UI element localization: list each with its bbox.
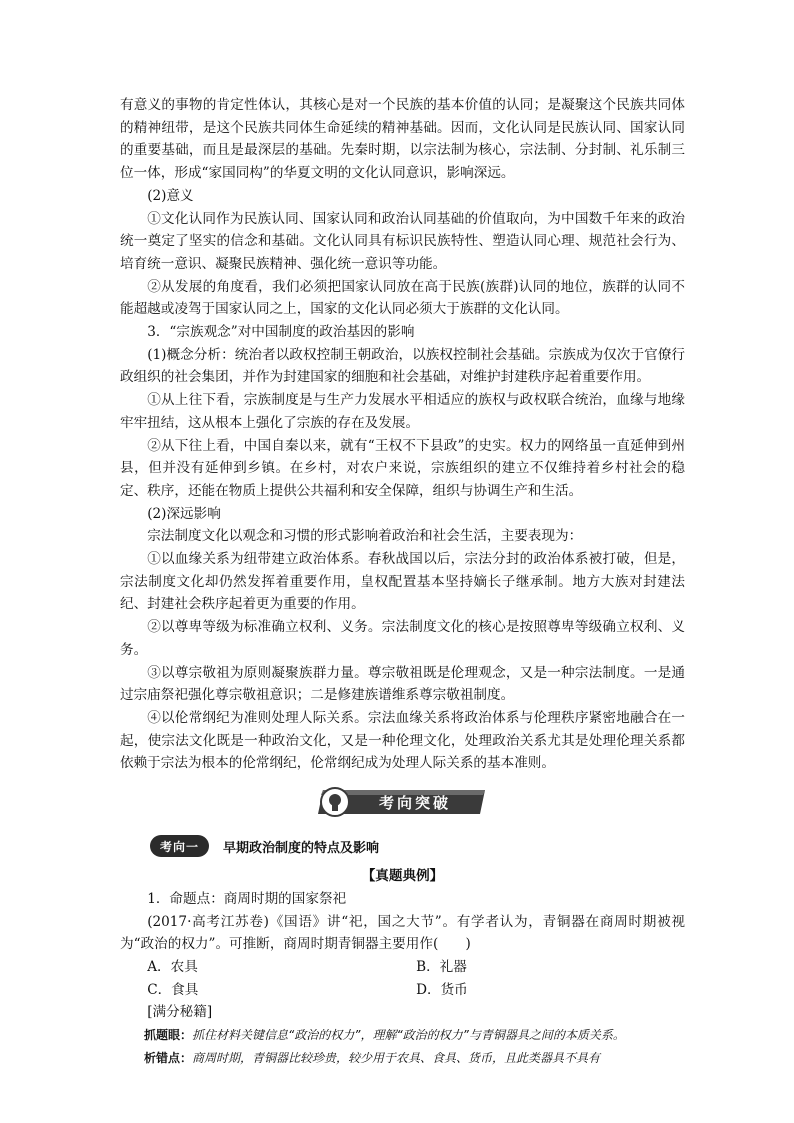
tip-text: 商周时期，青铜器比较珍贵，较少用于农具、食具、货币，且此类器具不具有 [192,1050,601,1065]
tip-error [120,1047,685,1070]
tip-point [120,1024,685,1047]
options-row [120,956,685,979]
option-a: A．农具 [147,958,198,975]
section-tag: 考向一 [150,835,209,857]
paragraph: ②从下往上看，中国自秦以来，就有“王权不下县政”的史实。权力的网络虽一直延伸到州县，但并没有延伸到乡镇。在乡村，对农户来说，宗族组织的建立不仅维持着乡村社会的稳定、秩序，还能在物质上提供公共福利和安全保障，组织与协调生产和生活。 [120,437,685,499]
paragraph: ①文化认同作为民族认同、国家认同和政治认同基础的价值取向，为中国数千年来的政治统一奠定了坚实的信念和基础。文化认同具有标识民族特性、塑造认同心理、规范社会行为、培育统一意识、凝聚民族精神、强化统一意识等功能。 [120,210,685,272]
paragraph: ③以尊宗敬祖为原则凝聚族群力量。尊宗敬祖既是伦理观念，又是一种宗法制度。一是通过宗庙祭祀强化尊宗敬祖意识；二是修建族谱维系尊宗敬祖制度。 [120,664,685,704]
example-heading: 【真题典例】 [361,868,444,885]
option-b: B．礼器 [416,958,467,975]
question-point: 1．命题点：商周时期的国家祭祀 [147,890,347,907]
section-header [120,831,685,861]
banner-text: 考向突破 [378,794,452,813]
paragraph: (1)概念分析：统治者以政权控制王朝政治，以族权控制社会基础。宗族成为仅次于官僚行政组织的社会集团，并作为封建国家的细胞和社会基础，对维护封建秩序起着重要作用。 [120,346,685,386]
options-row [120,979,685,1002]
paragraph: 宗法制度文化以观念和习惯的形式影响着政治和社会生活，主要表现为： [147,528,583,545]
tip-label: 析错点： [144,1050,193,1065]
paragraph: ④以伦常纲纪为准则处理人际关系。宗法血缘关系将政治体系与伦理秩序紧密地融合在一起，使宗法文化既是一种政治文化，又是一种伦理文化，处理政治关系尤其是处理伦理关系都依赖于宗法为根本的伦常纲纪，伦常纲纪成为处理人际关系的基本准则。 [120,709,685,772]
subheading: (2)深远影响 [147,505,221,522]
section-title: 早期政治制度的特点及影响 [223,840,380,856]
tip-text: 抓住材料关键信息“政治的权力”，理解“政治的权力”与青铜器具之间的本质关系。 [192,1028,625,1043]
paragraph: ①以血缘关系为纽带建立政治体系。春秋战国以后，宗法分封的政治体系被打破，但是，宗法制度文化却仍然发挥着重要作用，皇权配置基本坚持嫡长子继承制。地方大族对封建法纪、封建社会秩序起着更为重要的作用。 [120,551,685,613]
heading: 3．“宗族观念”对中国制度的政治基因的影响 [147,324,415,341]
document-page [120,94,685,1069]
paragraph: 有意义的事物的肯定性体认，其核心是对一个民族的基本价值的认同；是凝聚这个民族共同体的精神纽带，是这个民族共同体生命延续的精神基础。因而，文化认同是民族认同、国家认同的重要基础，而且是最深层的基础。先秦时期，以宗法制为核心，宗法制、分封制、礼乐制三位一体，形成“家国同构”的华夏文明的文化认同意识，影响深远。 [120,97,685,182]
subheading: (2)意义 [147,187,194,204]
banner-graphic [315,787,490,817]
tip-label: 抓题眼： [144,1028,193,1043]
paragraph: ②从发展的角度看，我们必须把国家认同放在高于民族(族群)认同的地位，族群的认同不能超越或凌驾于国家认同之上，国家的文化认同必须大于族群的文化认同。 [120,278,685,318]
option-d: D．货币 [416,981,468,998]
tip-heading: [满分秘籍] [147,1004,213,1021]
paragraph: ②以尊卑等级为标准确立权利、义务。宗法制度文化的核心是按照尊卑等级确立权利、义务。 [120,619,685,658]
paragraph: ①从上往下看，宗族制度是与生产力发展水平相适应的族权与政权联合统治，血缘与地缘牢牢扭结，这从根本上强化了宗族的存在及发展。 [120,392,685,431]
question-stem: (2017·高考江苏卷)《国语》讲“祀，国之大节”。有学者认为，青铜器在商周时期被视为“政治的权力”。可推断，商周时期青铜器主要用作( ) [120,913,685,953]
option-c: C．食具 [147,981,199,998]
section-banner [120,785,685,825]
